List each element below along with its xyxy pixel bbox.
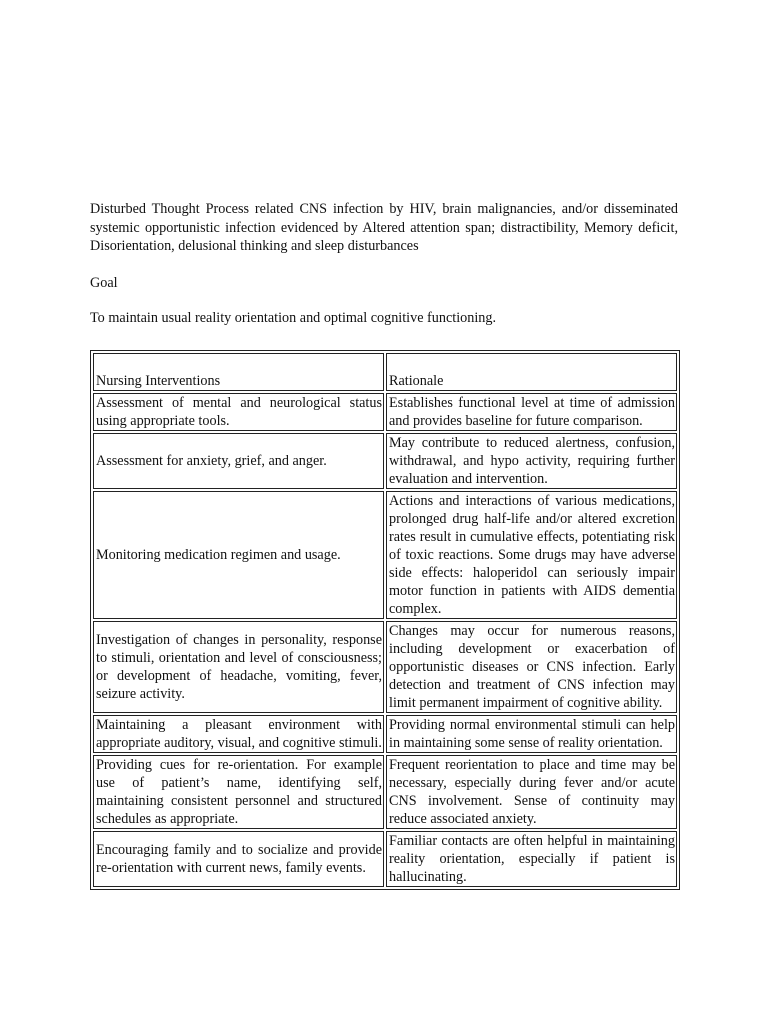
rationale-cell: Providing normal environmental stimuli can help in maintaining some sense of reality orientation. (386, 715, 677, 753)
rationale-cell: Familiar contacts are often helpful in maintaining reality orientation, especially if patient is hallucinating. (386, 831, 677, 887)
table-row (93, 433, 677, 489)
table-row (93, 831, 677, 887)
rationale-cell: Actions and interactions of various medications, prolonged drug half-life and/or altered excretion rates result in cumulative effects, potentiating risk of toxic reactions. Some drugs may have adverse side effects: haloperidol can seriously impair motor function in patients with AIDS dementia complex. (386, 491, 677, 619)
intervention-cell: Providing cues for re-orientation. For example use of patient’s name, identifying self, maintaining consistent personnel and structured schedules as appropriate. (93, 755, 384, 829)
rationale-cell: Changes may occur for numerous reasons, including development or exacerbation of opportunistic diseases or CNS infection. Early detection and treatment of CNS infection may limit permanent impairment of cognitive ability. (386, 621, 677, 713)
intervention-cell: Investigation of changes in personality, response to stimuli, orientation and level of consciousness; or development of headache, vomiting, fever, seizure activity. (93, 621, 384, 713)
document-page (90, 200, 678, 890)
header-rationale: Rationale (386, 353, 677, 391)
intervention-cell: Maintaining a pleasant environment with appropriate auditory, visual, and cognitive stimuli. (93, 715, 384, 753)
goal-text: To maintain usual reality orientation and optimal cognitive functioning. (90, 310, 497, 326)
rationale-cell: Frequent reorientation to place and time may be necessary, especially during fever and/or acute CNS involvement. Sense of continuity may reduce associated anxiety. (386, 755, 677, 829)
table-row (93, 621, 677, 713)
intervention-cell: Assessment for anxiety, grief, and anger. (93, 433, 384, 489)
table-row (93, 393, 677, 431)
table-header-row (93, 353, 677, 391)
goal-heading: Goal (90, 274, 118, 291)
intervention-cell: Monitoring medication regimen and usage. (93, 491, 384, 619)
table-row (93, 491, 677, 619)
header-interventions: Nursing Interventions (93, 353, 384, 391)
rationale-cell: Establishes functional level at time of admission and provides baseline for future comparison. (386, 393, 677, 431)
intervention-cell: Assessment of mental and neurological status using appropriate tools. (93, 393, 384, 431)
intervention-cell: Encouraging family and to socialize and provide re-orientation with current news, family events. (93, 831, 384, 887)
interventions-table (90, 350, 680, 890)
table-row (93, 715, 677, 753)
diagnosis-statement: Disturbed Thought Process related CNS infection by HIV, brain malignancies, and/or disseminated systemic opportunistic infection evidenced by Altered attention span; distractibility, Memory deficit, Disorientation, delusional thinking and sleep disturbances (90, 201, 678, 254)
table-row (93, 755, 677, 829)
rationale-cell: May contribute to reduced alertness, confusion, withdrawal, and hypo activity, requiring further evaluation and intervention. (386, 433, 677, 489)
